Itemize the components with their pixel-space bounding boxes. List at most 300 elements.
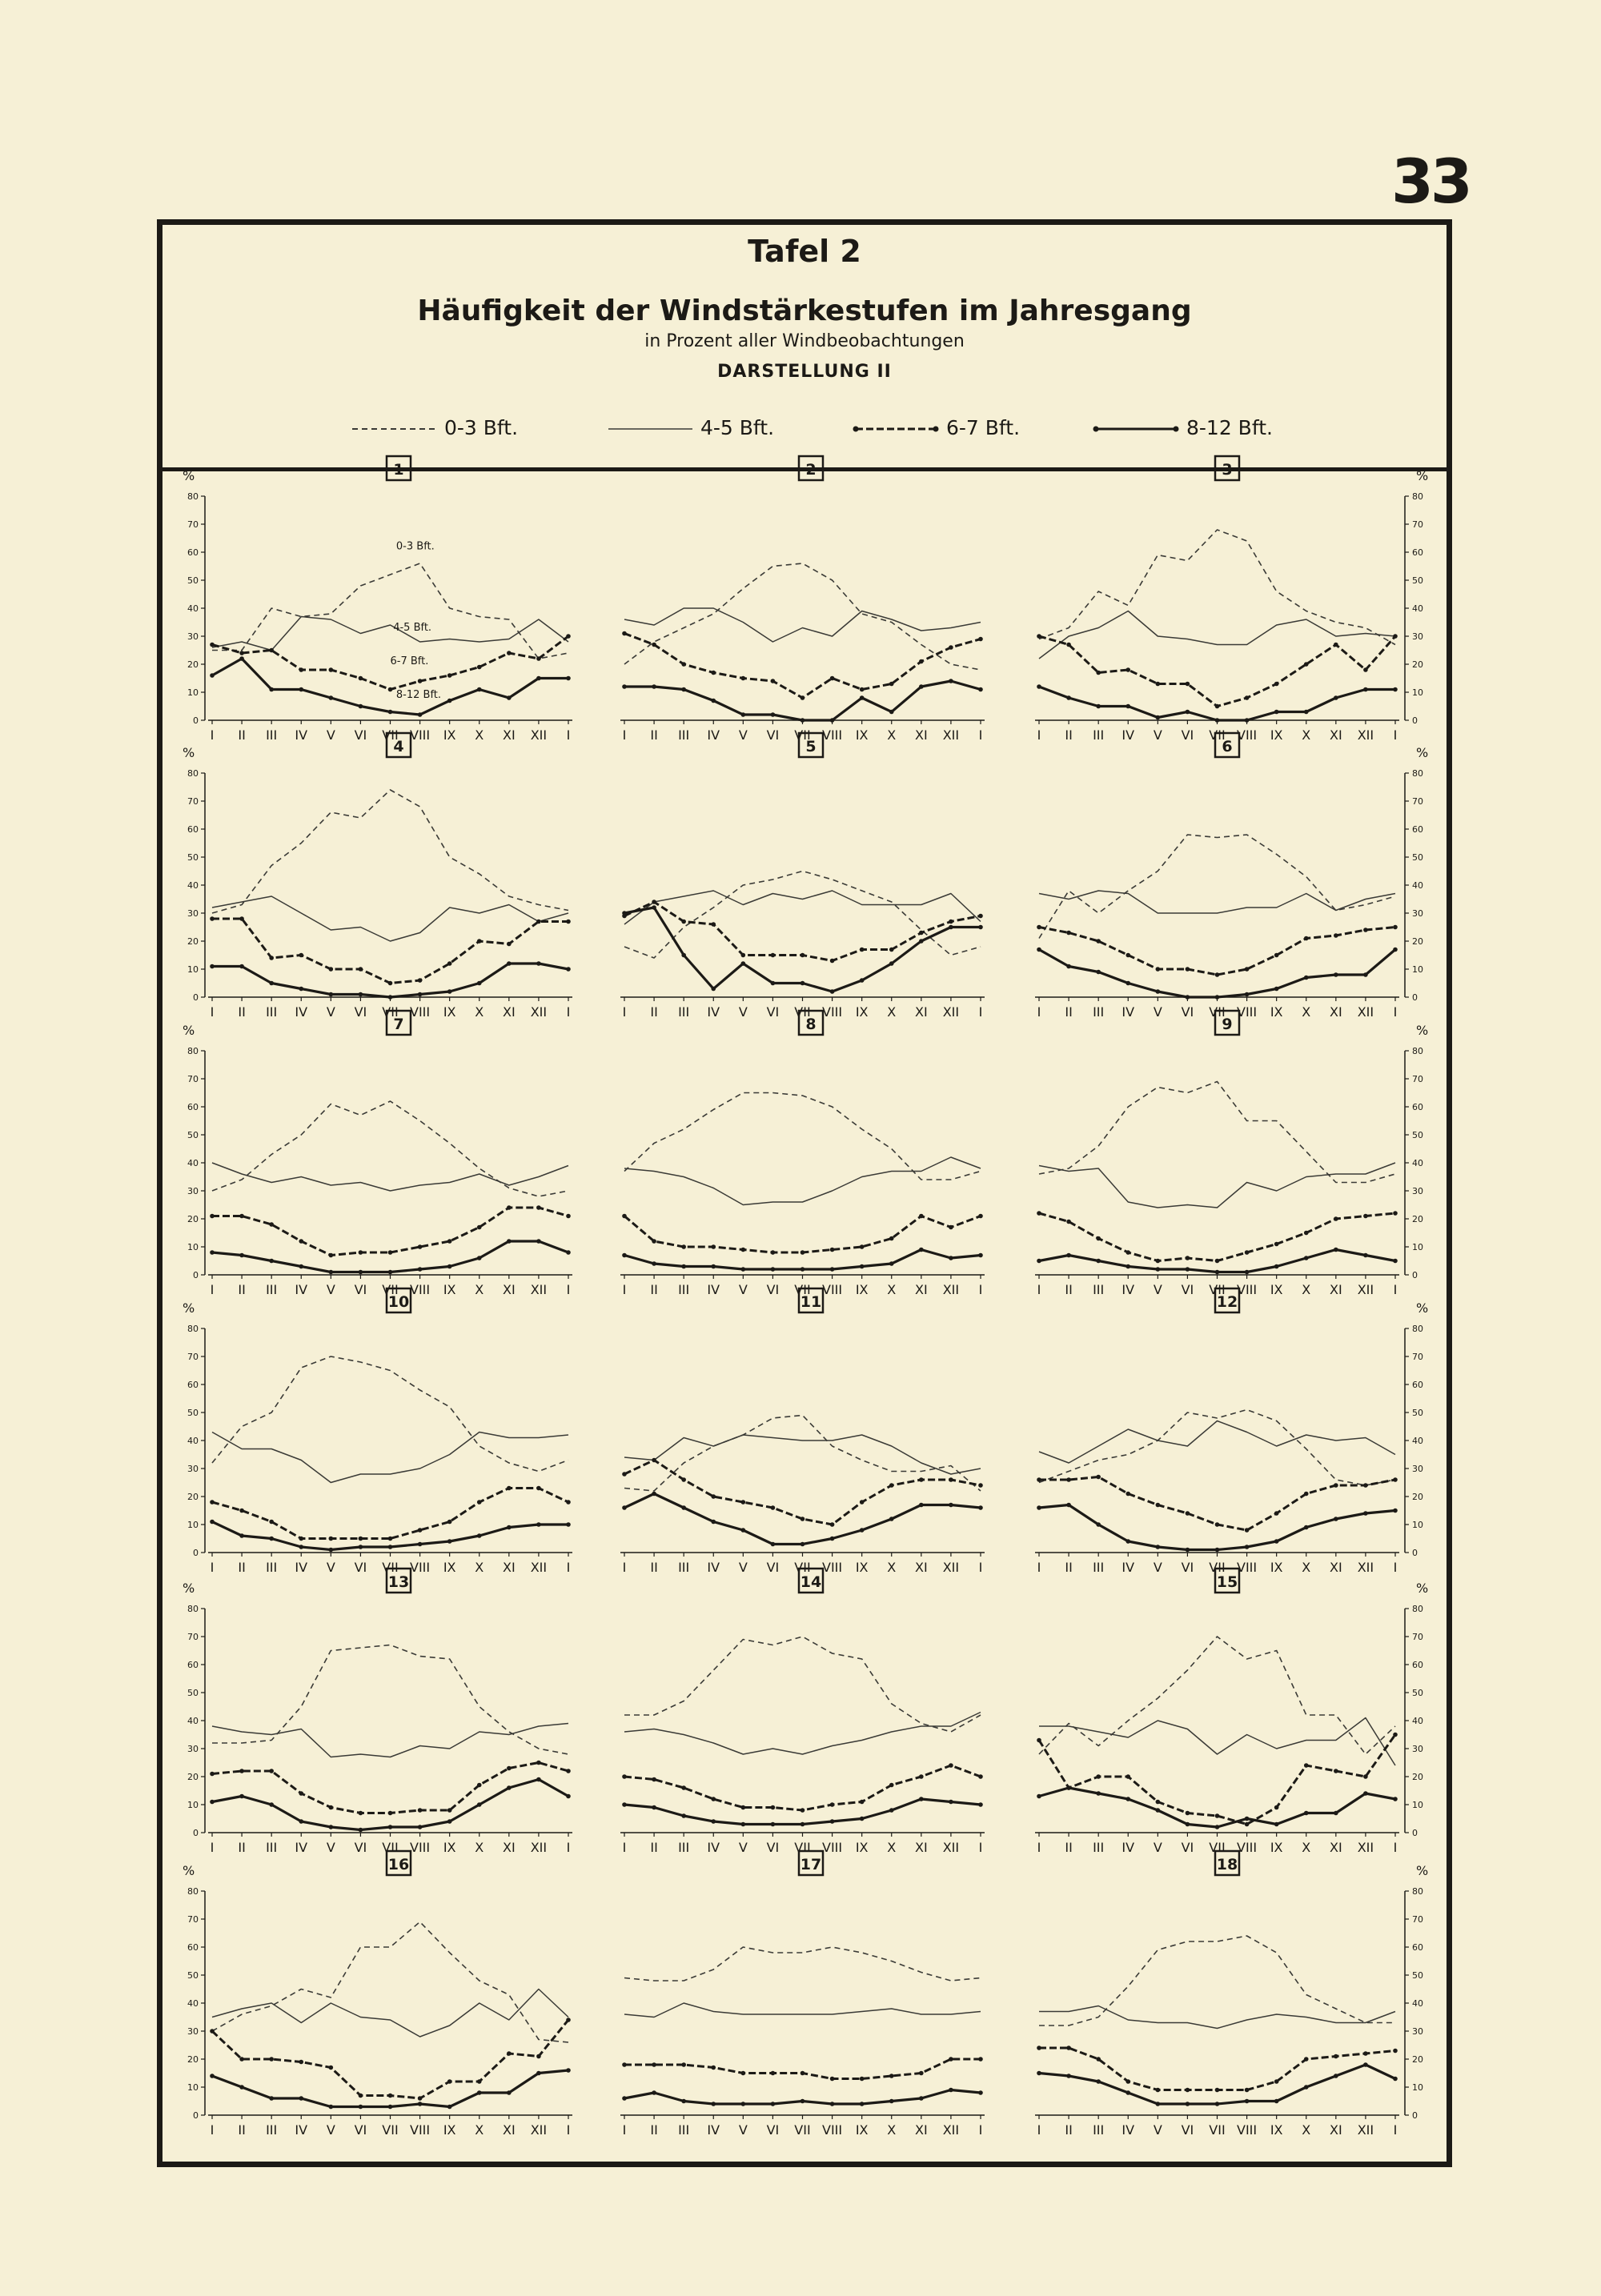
month-label: IV: [295, 1004, 308, 1020]
data-point: [329, 967, 334, 972]
month-label: XI: [1329, 1282, 1342, 1297]
data-point: [1245, 967, 1250, 972]
y-tick-label: 10: [187, 964, 199, 975]
month-label: I: [210, 1282, 215, 1297]
month-label: VI: [354, 1560, 367, 1575]
y-tick-label: 30: [187, 631, 199, 642]
data-point: [239, 1794, 244, 1799]
month-label: VIII: [410, 1282, 431, 1297]
series-line-8-12: [212, 1241, 568, 1272]
inline-series-label: 4-5 Bft.: [393, 622, 432, 634]
data-point: [978, 1505, 983, 1510]
month-label: IX: [443, 1840, 456, 1855]
data-point: [622, 911, 627, 916]
month-label: III: [1093, 727, 1105, 743]
data-point: [1126, 2079, 1130, 2084]
data-point: [210, 2074, 215, 2078]
month-label: V: [1153, 1282, 1162, 1297]
month-label: I: [978, 1840, 983, 1855]
data-point: [1186, 1256, 1190, 1260]
data-point: [1334, 972, 1338, 977]
data-point: [830, 2077, 835, 2082]
y-tick-label: 20: [187, 1492, 199, 1502]
y-tick-label: 0: [193, 1548, 199, 1558]
data-point: [1215, 1270, 1220, 1275]
y-tick-label: 60: [1412, 1102, 1423, 1112]
chart-panel-8: [620, 1011, 985, 1297]
y-unit: %: [183, 745, 195, 760]
data-point: [711, 2066, 716, 2070]
data-point: [1245, 1822, 1250, 1827]
y-tick-label: 70: [187, 1352, 199, 1362]
series-line-4-5: [212, 1163, 568, 1191]
data-point: [210, 1520, 215, 1525]
y-tick-label: 80: [1412, 1886, 1423, 1897]
y-tick-label: 80: [187, 1046, 199, 1056]
data-point: [507, 1486, 512, 1491]
data-point: [418, 978, 423, 983]
y-tick-label: 80: [187, 491, 199, 502]
y-tick-label: 10: [187, 1800, 199, 1810]
data-point: [269, 2096, 274, 2101]
data-point: [771, 1542, 776, 1547]
month-label: VI: [1181, 1004, 1194, 1020]
series-line-0-3: [624, 1637, 981, 1732]
data-point: [477, 687, 482, 692]
data-point: [949, 1503, 953, 1508]
month-label: X: [887, 1560, 897, 1575]
data-point: [388, 2094, 393, 2098]
month-label: VIII: [822, 727, 843, 743]
data-point: [889, 682, 894, 687]
y-tick-label: 10: [1412, 687, 1423, 698]
data-point: [1245, 695, 1250, 700]
data-point: [1334, 1216, 1338, 1221]
data-point: [1363, 1791, 1368, 1796]
data-point: [741, 1805, 746, 1810]
month-label: I: [566, 1560, 571, 1575]
data-point: [477, 1256, 482, 1260]
y-tick-label: 30: [187, 2026, 199, 2037]
month-label: VII: [794, 1282, 811, 1297]
data-point: [681, 1785, 686, 1790]
y-unit: %: [1416, 1581, 1429, 1596]
data-point: [681, 687, 686, 692]
data-point: [1186, 967, 1190, 972]
data-point: [622, 2062, 627, 2067]
month-label: II: [1065, 1282, 1073, 1297]
month-label: II: [650, 2122, 658, 2138]
data-point: [1037, 1738, 1041, 1743]
month-label: III: [266, 1560, 278, 1575]
data-point: [800, 953, 805, 958]
data-point: [1186, 2102, 1190, 2106]
data-point: [359, 1811, 363, 1816]
month-label: III: [266, 1840, 278, 1855]
month-label: VII: [794, 727, 811, 743]
data-point: [771, 953, 776, 958]
month-label: IX: [1270, 1840, 1283, 1855]
y-tick-label: 40: [1412, 1158, 1423, 1168]
month-label: II: [238, 1282, 246, 1297]
series-line-8-12: [1039, 1505, 1395, 1550]
month-label: III: [678, 727, 690, 743]
darstellung-label: DARSTELLUNG II: [717, 362, 892, 382]
y-unit: %: [1416, 1023, 1429, 1038]
y-tick-label: 10: [1412, 2082, 1423, 2093]
data-point: [652, 2090, 656, 2095]
data-point: [507, 1205, 512, 1210]
month-label: VII: [1209, 1282, 1226, 1297]
data-point: [1274, 1242, 1279, 1247]
data-point: [447, 673, 452, 678]
data-point: [919, 931, 924, 936]
data-point: [652, 900, 656, 904]
data-point: [566, 2068, 571, 2073]
month-label: I: [1393, 1004, 1398, 1020]
month-label: I: [1037, 1004, 1041, 1020]
series-line-4-5: [624, 1713, 981, 1755]
chart-panel-15: [1035, 1569, 1428, 1855]
data-point: [418, 712, 423, 717]
month-label: VI: [1181, 727, 1194, 743]
data-point: [1066, 1785, 1071, 1790]
month-label: XI: [914, 2122, 928, 2138]
data-point: [741, 1267, 746, 1272]
month-label: I: [1393, 1282, 1398, 1297]
month-label: XII: [942, 727, 960, 743]
data-point: [359, 967, 363, 972]
data-point: [1037, 925, 1041, 930]
data-point: [359, 1250, 363, 1255]
data-point: [711, 1819, 716, 1824]
y-tick-label: 50: [1412, 575, 1423, 586]
series-line-0-3: [212, 1101, 568, 1196]
data-point: [1393, 687, 1398, 692]
data-point: [1066, 643, 1071, 647]
data-point: [830, 989, 835, 994]
month-label: XI: [502, 1282, 516, 1297]
data-point: [269, 956, 274, 960]
data-point: [978, 2090, 983, 2095]
y-tick-label: 10: [187, 1520, 199, 1530]
data-point: [1156, 967, 1161, 972]
month-label: XI: [914, 1560, 928, 1575]
data-point: [622, 631, 627, 636]
month-label: VI: [1181, 1282, 1194, 1297]
month-label: XII: [942, 1560, 960, 1575]
month-label: II: [1065, 1004, 1073, 1020]
data-point: [566, 676, 571, 681]
chart-panel-9: [1035, 1011, 1428, 1297]
y-tick-label: 80: [1412, 1046, 1423, 1056]
data-point: [711, 1797, 716, 1801]
month-label: VIII: [822, 1840, 843, 1855]
data-point: [388, 1545, 393, 1549]
month-label: VI: [1181, 1840, 1194, 1855]
y-tick-label: 20: [187, 2054, 199, 2065]
month-label: X: [887, 1004, 897, 1020]
data-point: [771, 679, 776, 683]
data-point: [978, 2057, 983, 2062]
data-point: [566, 634, 571, 639]
data-point: [741, 1248, 746, 1252]
chart-panel-6: [1035, 733, 1428, 1020]
data-point: [418, 1244, 423, 1249]
data-point: [652, 1458, 656, 1463]
data-point: [269, 1259, 274, 1264]
data-point: [447, 1239, 452, 1244]
data-point: [919, 1214, 924, 1219]
chart-panel-5: [620, 733, 985, 1020]
series-line-6-7: [1039, 1477, 1395, 1531]
data-point: [329, 1825, 334, 1829]
inline-series-label: 0-3 Bft.: [395, 540, 435, 553]
data-point: [447, 1808, 452, 1813]
series-line-6-7: [624, 1216, 981, 1253]
data-point: [329, 2066, 334, 2070]
month-label: X: [475, 2122, 484, 2138]
data-point: [477, 2079, 482, 2084]
data-point: [889, 1236, 894, 1241]
data-point: [652, 1805, 656, 1810]
month-label: X: [1302, 1560, 1311, 1575]
month-label: I: [566, 1840, 571, 1855]
data-point: [919, 659, 924, 664]
data-point: [1215, 1825, 1220, 1829]
series-line-6-7: [624, 902, 981, 961]
month-label: IV: [707, 1004, 720, 1020]
y-tick-label: 30: [1412, 1744, 1423, 1754]
data-point: [771, 1822, 776, 1827]
data-point: [239, 2085, 244, 2090]
data-point: [1066, 1220, 1071, 1224]
month-label: XI: [914, 727, 928, 743]
y-unit: %: [183, 1023, 195, 1038]
data-point: [1096, 1475, 1101, 1480]
data-point: [1096, 671, 1101, 675]
month-label: III: [266, 2122, 278, 2138]
month-label: VI: [1181, 1560, 1194, 1575]
data-point: [1245, 1250, 1250, 1255]
data-point: [1304, 662, 1309, 667]
data-point: [1096, 1774, 1101, 1779]
month-label: V: [738, 1004, 748, 1020]
series-line-6-7: [212, 2020, 568, 2098]
data-point: [507, 1525, 512, 1530]
data-point: [771, 2102, 776, 2106]
legend-label: 4-5 Bft.: [700, 416, 775, 439]
month-label: III: [678, 1004, 690, 1020]
y-unit: %: [1416, 468, 1429, 483]
data-point: [359, 704, 363, 709]
month-label: V: [1153, 2122, 1162, 2138]
chart-panel-1: [183, 456, 572, 743]
data-point: [566, 1250, 571, 1255]
data-point: [860, 978, 865, 983]
y-tick-label: 50: [187, 575, 199, 586]
month-label: I: [1037, 1282, 1041, 1297]
data-point: [860, 1528, 865, 1533]
month-label: I: [566, 1282, 571, 1297]
month-label: XII: [942, 1840, 960, 1855]
month-label: VI: [1181, 2122, 1194, 2138]
data-point: [1156, 1259, 1161, 1264]
series-line-0-3: [212, 1356, 568, 1472]
month-label: VI: [766, 2122, 780, 2138]
month-label: II: [1065, 2122, 1073, 2138]
data-point: [771, 1267, 776, 1272]
series-line-6-7: [212, 1763, 568, 1813]
data-point: [830, 718, 835, 723]
data-point: [418, 1528, 423, 1533]
data-point: [1393, 1259, 1398, 1264]
y-tick-label: 60: [1412, 547, 1423, 558]
series-line-8-12: [212, 2070, 568, 2107]
data-point: [536, 1205, 541, 1210]
data-point: [622, 684, 627, 689]
month-label: I: [1037, 2122, 1041, 2138]
data-point: [949, 1800, 953, 1805]
month-label: II: [238, 727, 246, 743]
series-line-0-3: [624, 1093, 981, 1180]
data-point: [210, 964, 215, 969]
data-point: [477, 1783, 482, 1788]
data-point: [1274, 1805, 1279, 1810]
data-point: [269, 1769, 274, 1773]
data-point: [1363, 1511, 1368, 1516]
month-label: VII: [382, 1282, 399, 1297]
data-point: [652, 905, 656, 910]
month-label: II: [1065, 727, 1073, 743]
month-label: II: [650, 727, 658, 743]
data-point: [1304, 1811, 1309, 1816]
data-point: [652, 1239, 656, 1244]
data-point: [239, 651, 244, 655]
data-point: [1274, 953, 1279, 958]
month-label: II: [650, 1282, 658, 1297]
data-point: [299, 987, 303, 992]
data-point: [388, 710, 393, 715]
y-tick-label: 0: [1412, 1548, 1418, 1558]
data-point: [978, 1214, 983, 1219]
data-point: [652, 684, 656, 689]
month-label: XI: [502, 1560, 516, 1575]
y-tick-label: 0: [1412, 715, 1418, 726]
month-label: VII: [794, 1840, 811, 1855]
data-point: [418, 2102, 423, 2106]
data-point: [860, 695, 865, 700]
data-point: [860, 1264, 865, 1269]
data-point: [269, 1520, 274, 1525]
data-point: [681, 953, 686, 958]
data-point: [1334, 1517, 1338, 1521]
month-label: II: [1065, 1560, 1073, 1575]
y-tick-label: 60: [1412, 1380, 1423, 1390]
y-tick-label: 70: [1412, 796, 1423, 807]
chart-panel-3: [1035, 456, 1428, 743]
data-point: [566, 920, 571, 924]
data-point: [269, 1222, 274, 1227]
data-point: [800, 1822, 805, 1827]
month-label: XI: [1329, 2122, 1342, 2138]
data-point: [239, 1533, 244, 1538]
y-tick-label: 20: [187, 936, 199, 947]
month-label: I: [978, 727, 983, 743]
data-point: [1066, 964, 1071, 969]
data-point: [1066, 1503, 1071, 1508]
month-label: XII: [1357, 727, 1374, 743]
month-label: I: [210, 1840, 215, 1855]
y-unit: %: [183, 1581, 195, 1596]
data-point: [210, 643, 215, 647]
month-label: IX: [855, 1004, 869, 1020]
month-label: IX: [1270, 1004, 1283, 1020]
data-point: [1274, 2099, 1279, 2104]
y-tick-label: 40: [187, 603, 199, 614]
data-point: [1126, 1797, 1130, 1801]
chart-panel-17: [620, 1851, 985, 2138]
month-label: XII: [942, 2122, 960, 2138]
series-line-4-5: [1039, 1421, 1395, 1464]
month-label: XI: [502, 2122, 516, 2138]
y-tick-label: 40: [187, 1716, 199, 1726]
data-point: [711, 671, 716, 675]
data-point: [681, 1505, 686, 1510]
month-label: V: [738, 2122, 748, 2138]
month-label: IV: [295, 1560, 308, 1575]
data-point: [1037, 634, 1041, 639]
data-point: [1037, 1505, 1041, 1510]
y-tick-label: 60: [187, 547, 199, 558]
month-label: X: [1302, 727, 1311, 743]
data-point: [1363, 687, 1368, 692]
data-point: [566, 1769, 571, 1773]
data-point: [1156, 715, 1161, 720]
data-point: [800, 2099, 805, 2104]
data-point: [1096, 1522, 1101, 1527]
y-tick-label: 50: [187, 1130, 199, 1140]
series-line-0-3: [212, 790, 568, 913]
data-point: [507, 2051, 512, 2056]
month-label: I: [978, 1560, 983, 1575]
data-point: [1304, 1763, 1309, 1768]
data-point: [329, 1253, 334, 1258]
data-point: [889, 1808, 894, 1813]
data-point: [622, 1214, 627, 1219]
data-point: [536, 676, 541, 681]
data-point: [1126, 2090, 1130, 2095]
data-point: [359, 676, 363, 681]
month-label: I: [566, 2122, 571, 2138]
y-tick-label: 70: [1412, 1352, 1423, 1362]
y-tick-label: 20: [187, 659, 199, 670]
month-label: V: [738, 1840, 748, 1855]
y-tick-label: 0: [193, 1828, 199, 1838]
data-point: [299, 2060, 303, 2065]
data-point: [447, 2105, 452, 2110]
panel-number: 14: [800, 1573, 822, 1591]
data-point: [830, 1522, 835, 1527]
data-point: [447, 961, 452, 966]
month-label: IV: [1122, 727, 1135, 743]
data-point: [800, 2071, 805, 2076]
y-tick-label: 10: [187, 2082, 199, 2093]
data-point: [741, 1500, 746, 1505]
y-tick-label: 50: [187, 1970, 199, 1981]
y-tick-label: 20: [1412, 936, 1423, 947]
panel-number: 16: [387, 1856, 410, 1873]
